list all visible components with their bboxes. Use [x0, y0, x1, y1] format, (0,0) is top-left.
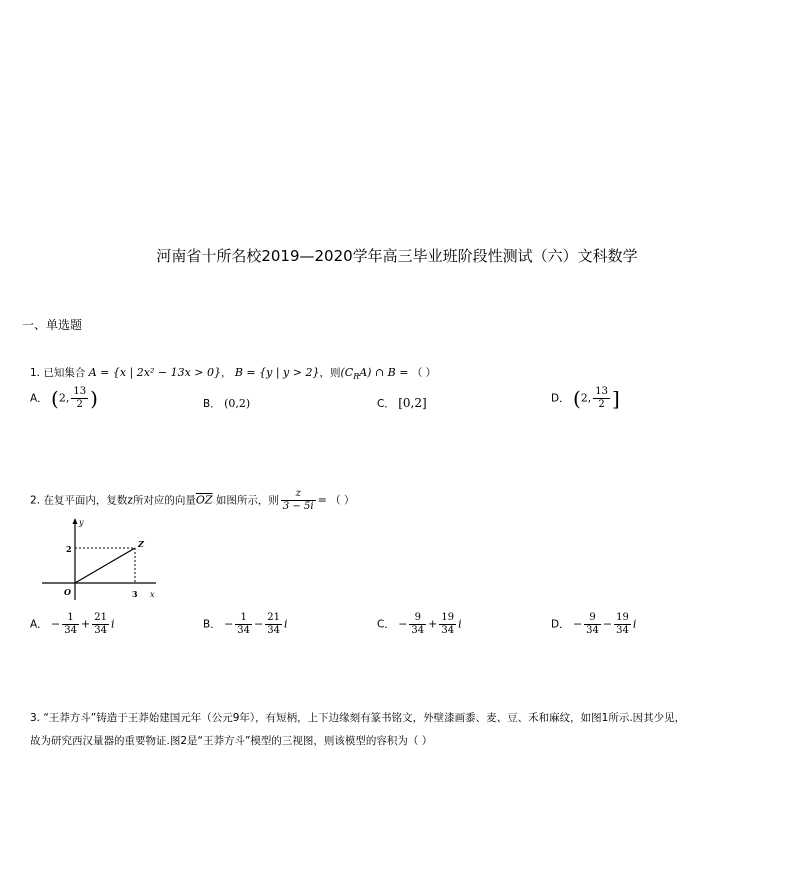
- denominator: 34: [64, 625, 77, 636]
- q1-answer-paren: （ ）: [411, 367, 437, 379]
- origin-label: O: [64, 587, 71, 597]
- close-paren: ): [90, 386, 98, 411]
- option-label: D．: [551, 392, 570, 405]
- q1-option-d[interactable]: [551, 386, 620, 411]
- q1-then: ，则: [319, 367, 341, 379]
- fraction: [71, 386, 88, 411]
- numerator: 9: [584, 612, 601, 625]
- option-label: A．: [30, 618, 48, 631]
- q1-sep: ，: [221, 367, 232, 379]
- option-value: 2,: [580, 391, 592, 405]
- imaginary-unit: i: [632, 617, 637, 631]
- x-tick-label: 3: [132, 589, 138, 599]
- question-2-stem: [30, 488, 354, 513]
- q2-answer-paren: （ ）: [330, 494, 355, 507]
- fraction: [584, 612, 601, 637]
- denominator: 34: [441, 625, 455, 636]
- q1-option-a[interactable]: [30, 386, 98, 411]
- denominator: 34: [586, 625, 599, 636]
- option-value: (0,2): [224, 397, 251, 410]
- denominator: 34: [267, 625, 280, 636]
- question-3-line-2: 故为研究西汉量器的重要物证.图2是“王莽方斗”模型的三视图，则该模型的容积为（ ）: [30, 735, 433, 747]
- close-bracket: ]: [611, 386, 620, 411]
- option-label: A．: [30, 392, 48, 405]
- numerator: 21: [267, 612, 280, 623]
- sign: +: [428, 617, 438, 631]
- q1-expr2: A) ∩ B =: [359, 366, 409, 379]
- numerator: z: [281, 488, 316, 501]
- open-paren: (: [51, 386, 59, 411]
- sign: −: [224, 617, 234, 631]
- vector-oz: [75, 548, 135, 583]
- y-tick-label: 2: [66, 544, 72, 554]
- q1-set-b: B = {y | y > 2}: [234, 366, 320, 379]
- y-axis-arrow: [73, 518, 78, 524]
- question-3-line-1: 3. “王莽方斗”铸造于王莽始建国元年（公元9年），有短柄，上下边缘刻有篆书铭文，外壁漆画黍、麦、豆、禾和麻纹，如图1所示.因其少见，: [30, 712, 686, 724]
- fraction: [281, 488, 316, 513]
- q2-option-c[interactable]: [377, 612, 462, 637]
- fraction: [92, 612, 109, 637]
- numerator: 19: [441, 612, 455, 623]
- q1-prefix: 1. 已知集合: [30, 367, 86, 379]
- q1-option-c[interactable]: [377, 396, 427, 411]
- y-axis-label: y: [79, 518, 84, 527]
- q2-option-a[interactable]: [30, 612, 114, 637]
- denominator: 34: [237, 625, 251, 636]
- q1-expr: (C: [340, 366, 354, 379]
- option-label: D．: [551, 618, 570, 631]
- fraction: [62, 612, 79, 637]
- option-label: B．: [203, 618, 221, 631]
- numerator: 1: [235, 612, 252, 625]
- fraction: [265, 612, 282, 637]
- denominator: 2: [598, 399, 605, 410]
- sign: +: [80, 617, 91, 631]
- sign: −: [51, 617, 61, 631]
- option-label: C．: [377, 398, 395, 410]
- imaginary-unit: i: [458, 617, 462, 631]
- q1-option-b[interactable]: [203, 396, 250, 411]
- denominator: 2: [76, 399, 83, 410]
- sign: −: [602, 617, 613, 631]
- sign: −: [398, 617, 408, 631]
- fraction: [235, 612, 252, 637]
- question-1-stem: [30, 365, 436, 381]
- sign: −: [572, 617, 583, 631]
- option-label: B．: [203, 398, 221, 410]
- q2-option-b[interactable]: [203, 612, 288, 637]
- denominator: 3 − 5i: [282, 501, 314, 512]
- q2-figure: [38, 516, 158, 602]
- option-value: [0,2]: [398, 396, 427, 410]
- denominator: 34: [411, 625, 425, 636]
- q1-set-a: A = {x | 2x² − 13x > 0}: [88, 366, 221, 379]
- option-value: 2,: [58, 391, 70, 405]
- denominator: 34: [94, 625, 107, 636]
- imaginary-unit: i: [283, 617, 288, 631]
- open-paren: (: [572, 386, 581, 411]
- numerator: 13: [595, 386, 608, 397]
- q2-prefix: 2. 在复平面内，复数z所对应的向量: [30, 494, 196, 507]
- option-label: C．: [377, 618, 395, 631]
- numerator: 1: [62, 612, 79, 625]
- q2-mid: 如图所示，则: [215, 494, 279, 507]
- section-heading: 一、单选题: [22, 318, 83, 332]
- page-title: 河南省十所名校2019—2020学年高三毕业班阶段性测试（六）文科数学: [156, 247, 638, 265]
- numerator: 9: [409, 612, 426, 625]
- q1-sub: R: [353, 372, 360, 382]
- denominator: 34: [616, 625, 629, 636]
- fraction: [593, 386, 610, 411]
- q2-option-d[interactable]: [551, 612, 636, 637]
- numerator: 21: [94, 612, 107, 623]
- equals-sign: =: [317, 493, 327, 507]
- x-axis-label: x: [150, 590, 155, 599]
- fraction: [409, 612, 426, 637]
- sign: −: [254, 617, 264, 631]
- imaginary-unit: i: [110, 617, 115, 631]
- fraction: [439, 612, 456, 637]
- q2-vector: $\overline{OZ}$: [195, 493, 213, 507]
- fraction: [614, 612, 631, 637]
- point-z-label: Z: [138, 539, 144, 549]
- numerator: 19: [616, 612, 629, 623]
- numerator: 13: [73, 386, 87, 397]
